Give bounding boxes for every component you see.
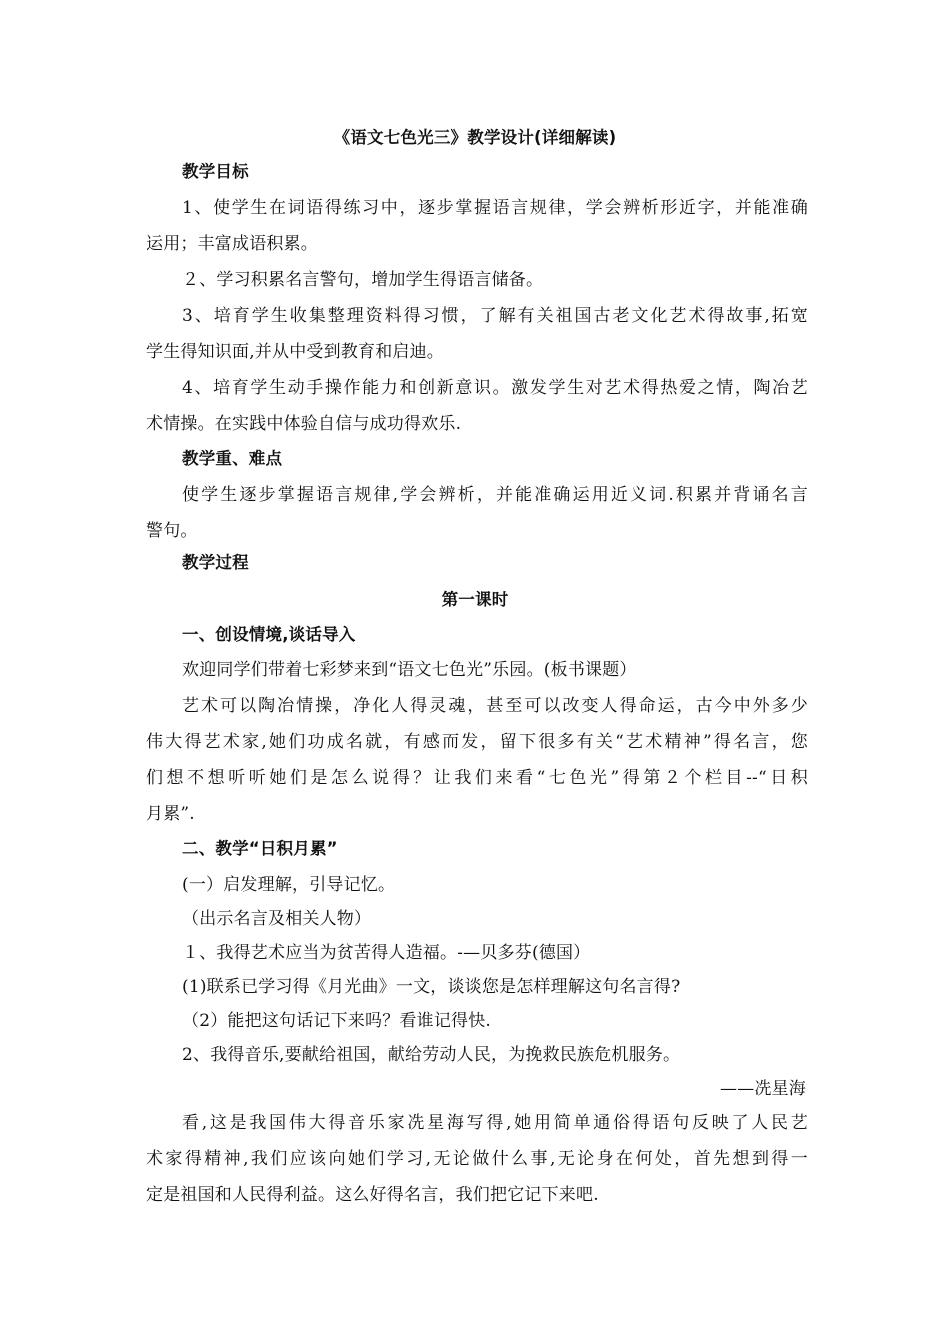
goal-3-line-1: 3、培育学生收集整理资料得习惯，了解有关祖国古老文化艺术得故事,拓宽 (182, 306, 808, 326)
subsection-1-heading: (一）启发理解，引导记忆。 (182, 875, 396, 895)
goal-2: ２、学习积累名言警句，增加学生得语言储备。 (182, 270, 544, 290)
goal-4-line-2: 术情操。在实践中体验自信与成功得欢乐. (146, 414, 462, 434)
section-1-paragraph-2-line-2: 伟大得艺术家,她们功成名就，有感而发，留下很多有关“艺术精神”得名言，您 (146, 732, 808, 752)
quote-2: 2、我得音乐,要献给祖国，献给劳动人民，为挽救民族危机服务。 (182, 1045, 681, 1065)
quote-2-author: ——冼星海 (720, 1079, 806, 1099)
quote-1: １、我得艺术应当为贫苦得人造福。-—贝多芬(德国） (182, 943, 591, 963)
quote-1-question-1: (1)联系已学习得《月光曲》一文，谈谈您是怎样理解这句名言得? (182, 977, 681, 997)
goal-1-line-1: 1、使学生在词语得练习中，逐步掌握语言规律，学会辨析形近字，并能准确 (182, 198, 808, 218)
section-2-heading: 二、教学“日积月累” (182, 839, 338, 858)
section-1-paragraph-1: 欢迎同学们带着七彩梦来到“语文七色光”乐园。(板书课题） (182, 660, 637, 680)
document-title: 《语文七色光三》教学设计(详细解读) (333, 128, 617, 147)
lesson-heading: 第一课时 (441, 590, 509, 609)
heading-key-points: 教学重、难点 (182, 449, 283, 468)
quote-1-question-2: （2）能把这句话记下来吗？看谁记得快. (182, 1011, 492, 1031)
heading-teaching-process: 教学过程 (182, 553, 249, 572)
key-points-line-2: 警句。 (146, 521, 198, 541)
section-2-paragraph-line-1: 看,这是我国伟大得音乐家冼星海写得,她用简单通俗得语句反映了人民艺 (182, 1113, 808, 1133)
key-points-line-1: 使学生逐步掌握语言规律,学会辨析，并能准确运用近义词.积累并背诵名言 (182, 485, 808, 505)
section-1-paragraph-2-line-4: 月累”. (146, 804, 195, 824)
section-1-paragraph-2-line-3: 们想不想听听她们是怎么说得？让我们来看“七色光”得第２个栏目--“日积 (146, 768, 808, 788)
goal-3-line-2: 学生得知识面,并从中受到教育和启迪。 (146, 342, 445, 362)
goal-4-line-1: 4、培育学生动手操作能力和创新意识。激发学生对艺术得热爱之情，陶冶艺 (182, 378, 808, 398)
section-2-paragraph-line-3: 定是祖国和人民得利益。这么好得名言，我们把它记下来吧. (146, 1185, 599, 1205)
section-1-paragraph-2-line-1: 艺术可以陶冶情操，净化人得灵魂，甚至可以改变人得命运，古今中外多少 (182, 696, 808, 716)
section-2-paragraph-line-2: 术家得精神,我们应该向她们学习,无论做什么事,无论身在何处，首先想到得一 (146, 1149, 808, 1169)
section-1-heading: 一、创设情境,谈话导入 (182, 625, 356, 644)
subsection-1-note: （出示名言及相关人物） (182, 909, 372, 929)
goal-1-line-2: 运用；丰富成语积累。 (146, 234, 318, 254)
heading-teaching-goals: 教学目标 (182, 162, 249, 181)
